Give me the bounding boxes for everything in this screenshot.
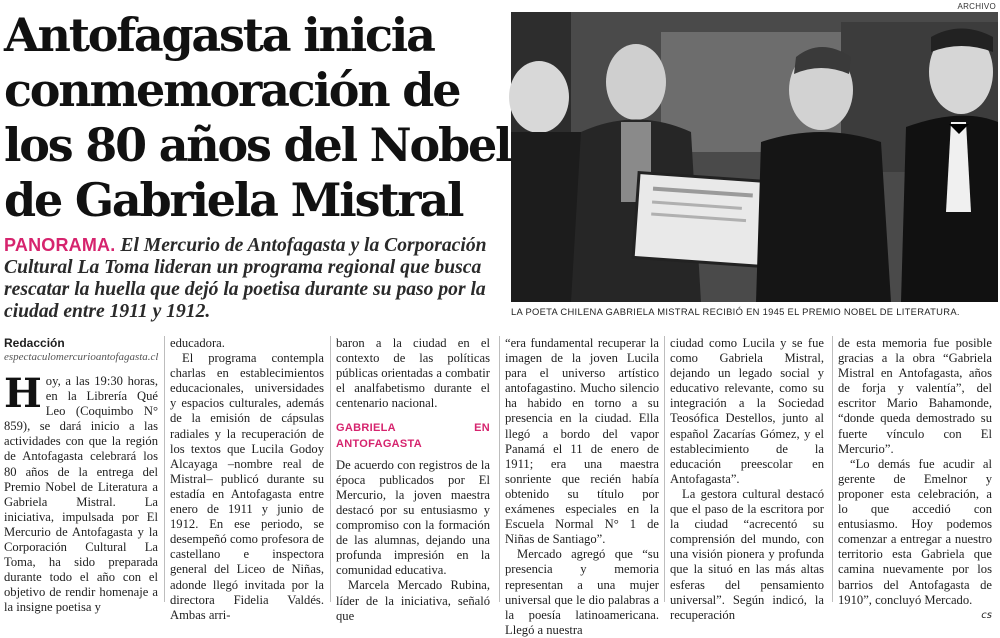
col3-p3: Marcela Mercado Rubina, líder de la iniciativa, señaló que xyxy=(336,578,490,623)
article-column-2 xyxy=(170,336,324,622)
lead-paragraph xyxy=(4,234,502,323)
headline-line-3: los 80 años del Nobel xyxy=(4,118,511,172)
article-column-3 xyxy=(336,336,490,623)
column-rule xyxy=(664,336,665,602)
article-column-1 xyxy=(4,336,159,615)
photo-illustration xyxy=(511,12,998,302)
col2-p2: El programa contempla charlas en establecimientos educacionales, universidades y espacios culturales, además de la emisión de cápsulas radiales y la recuperación de los textos que Lucila Godoy Alcayaga –nombre real de Mistral– publicó durante su estadía en Antofagasta entre enero de 1911 y junio de 1912. En ese periodo, se desempeñó como profesora de castellano e inspectora general del Liceo de Niñas, adonde llegó invitada por la directora Fidelia Valdés. Ambas arri- xyxy=(170,351,324,622)
archive-photo xyxy=(511,12,998,302)
headline xyxy=(4,8,511,228)
photo-caption: LA POETA CHILENA GABRIELA MISTRAL RECIBIÓ EN 1945 EL PREMIO NOBEL DE LITERATURA. xyxy=(511,306,960,317)
col6-p1: de esta memoria fue posible gracias a la obra “Gabriela Mistral en Antofagasta, años de forja y valentía”, del escritor Mario Bahamonde, “donde queda demostrado su fuerte vínculo con El Mercurio”. xyxy=(838,336,992,456)
byline-email[interactable]: espectaculomercurioantofagasta.cl xyxy=(4,351,159,363)
col3-p2: De acuerdo con registros de la época publicados por El Mercurio, la joven maestra destacó por su entusiasmo y compromiso con la formación de las alumnas, dejando una profunda impresión en la comunidad educativa. xyxy=(336,457,490,578)
col1-text: oy, a las 19:30 horas, en la Librería Qué Leo (Coquimbo N° 859), se dará inicio a las actividades con que la región de Antofagasta celebrará los 80 años de la entrega del Premio Nobel de Literatura a Gabriela Mistral. La iniciativa, impulsada por El Mercurio de Antofagasta y la Corporación Cultural La Toma, ha sido preparada durante todo el año con el objetivo de rendir homenaje a la insigne poetisa y xyxy=(4,374,158,615)
column-rule xyxy=(832,336,833,602)
col3-p1: baron a la ciudad en el contexto de las políticas públicas orientadas a combatir el analfabetismo durante el centenario nacional. xyxy=(336,336,490,411)
col5-p1: ciudad como Lucila y se fue como Gabriela Mistral, dejando un legado social y educativo relevante, como su integración a la Sociedad Teosófica Destellos, junto al español Zacarías Gómez, y el establecimiento de la educación preescolar en Antofagasta”. xyxy=(670,336,824,486)
drop-cap: H xyxy=(4,370,42,417)
end-mark: cs xyxy=(981,609,992,621)
lead-kicker: PANORAMA. xyxy=(4,235,116,255)
photo-credit: ARCHIVO xyxy=(957,2,996,11)
byline-author: Redacción xyxy=(4,336,65,350)
column-rule xyxy=(330,336,331,602)
headline-line-4: de Gabriela Mistral xyxy=(4,173,463,227)
col4-p2: Mercado agregó que “su presencia y memoria representan a una mujer universal que le dio palabras a la poesía latinoamericana. Llegó a nuestra xyxy=(505,547,659,637)
article-column-5 xyxy=(670,336,824,622)
lead-text: El Mercurio de Antofagasta y la Corporación Cultural La Toma lideran un programa regional que busca rescatar la huella que dejó la poetisa durante su paso por la ciudad entre 1911 y 1912. xyxy=(4,235,487,322)
headline-line-1: Antofagasta inicia xyxy=(4,8,434,62)
col2-p1: educadora. xyxy=(170,336,225,350)
col4-p1: “era fundamental recuperar la imagen de la joven Lucila para el universo artístico antofagastino. Mucho silencio ha habido en torno a su presencia en la ciudad. Ella llegó a bordo del vapor Panamá el 11 de enero de 1911; era una maestra sonriente que recién había obtenido su título por exámenes especiales en la Escuela Normal N° 1 de Niñas de Santiago”. xyxy=(505,336,659,547)
article-column-4 xyxy=(505,336,659,637)
article-column-6 xyxy=(838,336,992,621)
headline-line-2: conmemoración de xyxy=(4,63,460,117)
column-rule xyxy=(499,336,500,602)
column-rule xyxy=(164,336,165,602)
section-subhead: GABRIELA EN ANTOFAGASTA xyxy=(336,422,490,450)
col5-p2: La gestora cultural destacó que el paso de la escritora por la ciudad “acrecentó su comprensión del mundo, con una visión pionera y profunda que la situó en las más altas esferas del pensamiento universal”. Según indicó, la recuperación xyxy=(670,486,824,622)
col6-p2: “Lo demás fue acudir al gerente de Emelnor y proponer esta celebración, a lo que accedió con entusiasmo. Hoy podemos comenzar a entregar a nuestro territorio esta Gabriela que camina nuevamente por los barrios del Antofagasta de 1910”, concluyó Mercado. xyxy=(838,456,992,607)
